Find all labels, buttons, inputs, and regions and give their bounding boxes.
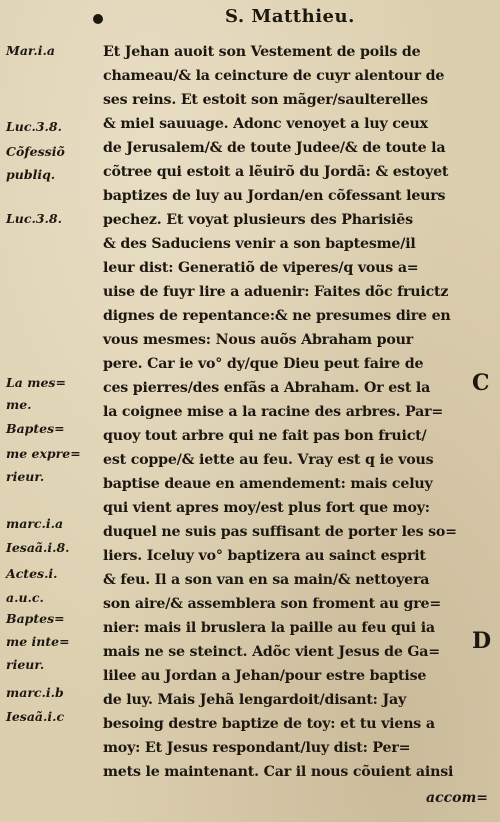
text-line: baptizes de luy au Jordan/en cõfessant leurs xyxy=(103,188,446,204)
text-line: dignes de repentance:& ne presumes dire en xyxy=(103,308,451,324)
section-mark-c: C xyxy=(472,370,490,396)
margin-note: me expre= xyxy=(6,446,81,461)
margin-note: me. xyxy=(6,397,32,412)
margin-note: rieur. xyxy=(6,469,45,484)
margin-note: Luc.3.8. xyxy=(6,211,62,226)
text-line: & des Saduciens venir a son baptesme/il xyxy=(103,236,416,252)
text-line: moy: Et Jesus respondant/luy dist: Per= xyxy=(103,740,411,756)
text-line: chameau/& la ceincture de cuyr alentour de xyxy=(103,68,445,84)
catchword: accom= xyxy=(426,790,489,806)
margin-note: marc.i.a xyxy=(6,516,64,531)
margin-note: Mar.i.a xyxy=(6,43,55,58)
text-line: mets le maintenant. Car il nous cõuient ainsi xyxy=(103,764,454,780)
margin-note: marc.i.b xyxy=(6,685,64,700)
text-line: uise de fuyr lire a aduenir: Faites dõc fruictz xyxy=(103,284,449,300)
text-line: son aire/& assemblera son froment au gre= xyxy=(103,596,442,612)
margin-note: me inte= xyxy=(6,634,70,649)
margin-note: Iesaã.i.c xyxy=(6,709,65,724)
text-line: nier: mais il bruslera la paille au feu qui ia xyxy=(103,620,435,636)
margin-note: Baptes= xyxy=(6,611,65,626)
margin-note: La mes= xyxy=(6,375,66,390)
text-line: est coppe/& iette au feu. Vray est q ie vous xyxy=(103,452,434,468)
text-line: quoy tout arbre qui ne fait pas bon fruict/ xyxy=(103,428,427,444)
text-line: duquel ne suis pas suffisant de porter les so= xyxy=(103,524,457,540)
margin-note: Baptes= xyxy=(6,421,65,436)
text-line: qui vient apres moy/est plus fort que moy: xyxy=(103,500,430,516)
text-line: & miel sauuage. Adonc venoyet a luy ceux xyxy=(103,116,428,132)
text-line: leur dist: Generatiõ de viperes/q vous a= xyxy=(103,260,419,276)
section-mark-d: D xyxy=(472,628,492,654)
text-line: Et Jehan auoit son Vestement de poils de xyxy=(103,44,421,60)
text-line: de luy. Mais Jehã lengardoit/disant: Jay xyxy=(103,692,406,708)
text-line: besoing destre baptize de toy: et tu viens a xyxy=(103,716,435,732)
text-line: & feu. Il a son van en sa main/& nettoyera xyxy=(103,572,430,588)
text-line: cõtree qui estoit a lẽuirõ du Jordã: & estoyet xyxy=(103,164,449,180)
margin-note: publiq. xyxy=(6,167,56,182)
margin-note: Cõfessiõ xyxy=(6,144,65,159)
text-line: de Jerusalem/& de toute Judee/& de toute la xyxy=(103,140,446,156)
text-line: baptise deaue en amendement: mais celuy xyxy=(103,476,433,492)
text-line: la coignee mise a la racine des arbres. Par= xyxy=(103,404,444,420)
margin-note: Luc.3.8. xyxy=(6,119,62,134)
text-line: pechez. Et voyat plusieurs des Pharisiēs xyxy=(103,212,413,228)
text-line: vous mesmes: Nous auõs Abraham pour xyxy=(103,332,413,348)
margin-note: Iesaã.i.8. xyxy=(6,540,70,555)
text-line: ces pierres/des enfãs a Abraham. Or est la xyxy=(103,380,431,396)
running-header: S. Matthieu. xyxy=(225,6,355,27)
text-line: lilee au Jordan a Jehan/pour estre baptise xyxy=(103,668,427,684)
margin-note: a.u.c. xyxy=(6,590,44,605)
text-line: liers. Iceluy vo° baptizera au sainct esprit xyxy=(103,548,426,564)
text-line: pere. Car ie vo° dy/que Dieu peut faire de xyxy=(103,356,424,372)
text-line: ses reins. Et estoit son mãger/saulterelles xyxy=(103,92,428,108)
margin-note: Actes.i. xyxy=(6,566,58,581)
ornament-dot xyxy=(93,14,103,24)
text-line: mais ne se steinct. Adõc vient Jesus de Ga= xyxy=(103,644,440,660)
margin-note: rieur. xyxy=(6,657,45,672)
